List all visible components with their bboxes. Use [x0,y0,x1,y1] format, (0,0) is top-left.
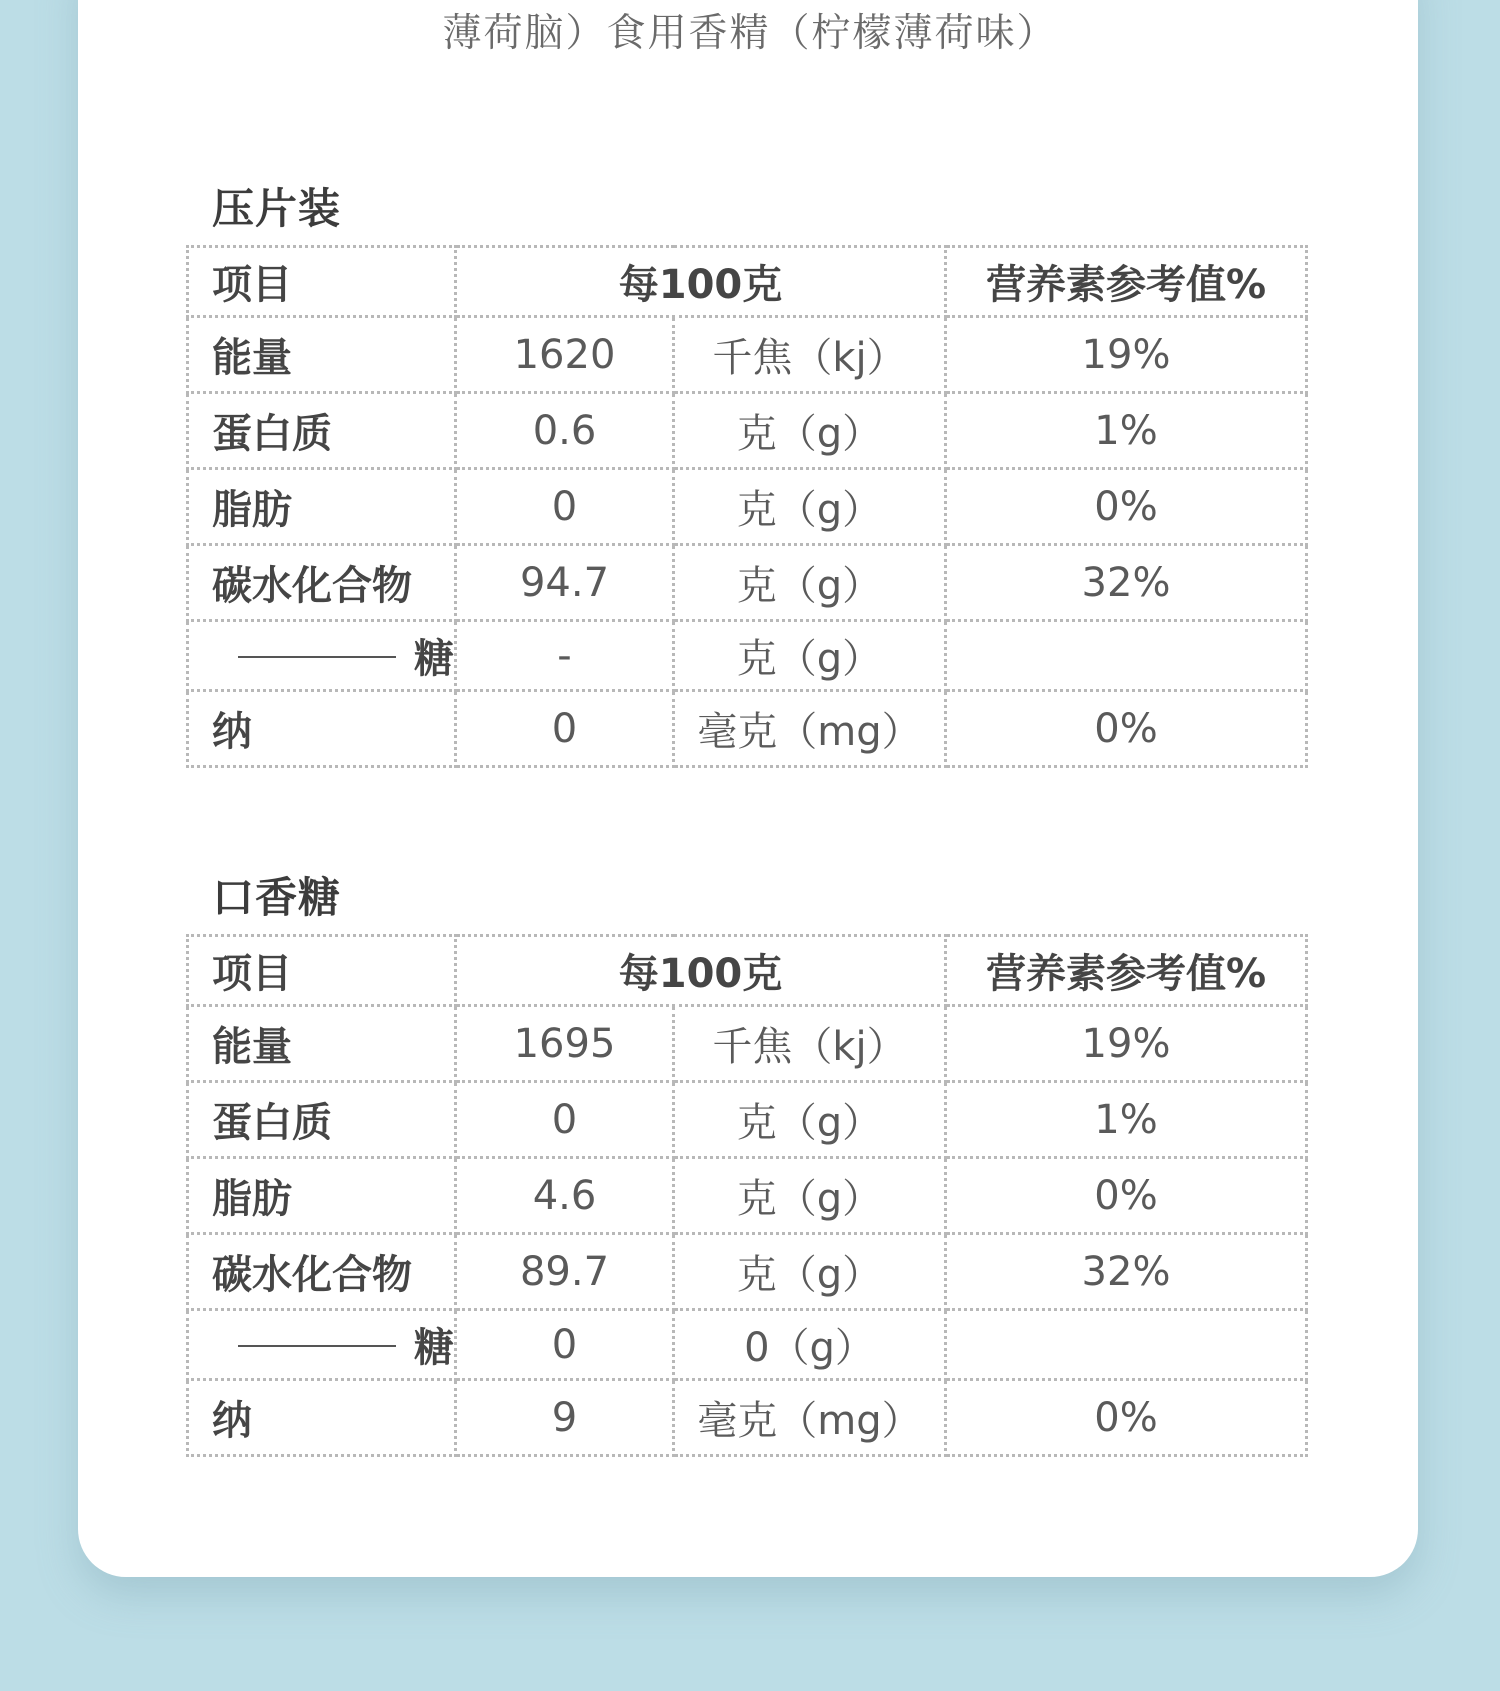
row-nrv: 0% [946,469,1307,545]
row-item-label: 糖 [414,636,454,682]
row-value: 0 [456,1082,674,1158]
row-unit: 千焦（kj） [674,317,946,393]
row-value: 0 [456,469,674,545]
row-item: 能量 [188,1006,456,1082]
row-item-sub [188,621,456,691]
table-row [188,1158,1307,1234]
row-value: 0 [456,1310,674,1380]
row-nrv: 1% [946,393,1307,469]
row-nrv: 19% [946,1006,1307,1082]
row-nrv [946,621,1307,691]
row-unit: 毫克（mg） [674,1380,946,1456]
table-row [188,1310,1307,1380]
row-value: 9 [456,1380,674,1456]
row-unit: 0（g） [674,1310,946,1380]
table-row [188,545,1307,621]
row-nrv: 32% [946,545,1307,621]
row-nrv: 0% [946,1158,1307,1234]
table-row [188,1082,1307,1158]
row-unit: 克（g） [674,469,946,545]
table-row [188,691,1307,767]
header-item: 项目 [188,247,456,317]
row-nrv: 0% [946,1380,1307,1456]
header-item: 项目 [188,936,456,1006]
row-value: - [456,621,674,691]
row-nrv: 1% [946,1082,1307,1158]
row-unit: 克（g） [674,621,946,691]
table-row [188,469,1307,545]
nutrition-table-gum [186,934,1308,1457]
row-unit: 千焦（kj） [674,1006,946,1082]
row-nrv: 0% [946,691,1307,767]
row-nrv: 32% [946,1234,1307,1310]
row-item: 碳水化合物 [188,545,456,621]
table-row [188,1234,1307,1310]
row-item-sub [188,1310,456,1380]
section-title-gum: 口香糖 [212,873,342,922]
row-nrv [946,1310,1307,1380]
table-header-row [188,247,1307,317]
section-title-tablet: 压片装 [212,184,342,233]
row-item-label: 糖 [414,1325,454,1371]
table-header-row [188,936,1307,1006]
table-row [188,393,1307,469]
row-nrv: 19% [946,317,1307,393]
row-unit: 克（g） [674,545,946,621]
row-value: 1620 [456,317,674,393]
row-item: 能量 [188,317,456,393]
table-row [188,1380,1307,1456]
table-row [188,317,1307,393]
row-value: 0.6 [456,393,674,469]
row-item: 纳 [188,1380,456,1456]
row-value: 1695 [456,1006,674,1082]
ingredients-text: 薄荷脑）食用香精（柠檬薄荷味） [442,11,1058,56]
row-item: 脂肪 [188,469,456,545]
table-row [188,1006,1307,1082]
row-unit: 克（g） [674,1082,946,1158]
row-item: 脂肪 [188,1158,456,1234]
row-unit: 毫克（mg） [674,691,946,767]
row-item: 纳 [188,691,456,767]
row-item: 碳水化合物 [188,1234,456,1310]
row-value: 4.6 [456,1158,674,1234]
row-value: 94.7 [456,545,674,621]
header-nrv: 营养素参考值% [946,247,1307,317]
nutrition-table-tablet [186,245,1308,768]
row-item: 蛋白质 [188,1082,456,1158]
row-unit: 克（g） [674,1158,946,1234]
indent-dash [238,656,396,658]
indent-dash [238,1345,396,1347]
header-per100: 每100克 [456,247,946,317]
row-unit: 克（g） [674,1234,946,1310]
header-per100: 每100克 [456,936,946,1006]
header-nrv: 营养素参考值% [946,936,1307,1006]
row-value: 89.7 [456,1234,674,1310]
row-unit: 克（g） [674,393,946,469]
row-item: 蛋白质 [188,393,456,469]
table-row [188,621,1307,691]
row-value: 0 [456,691,674,767]
